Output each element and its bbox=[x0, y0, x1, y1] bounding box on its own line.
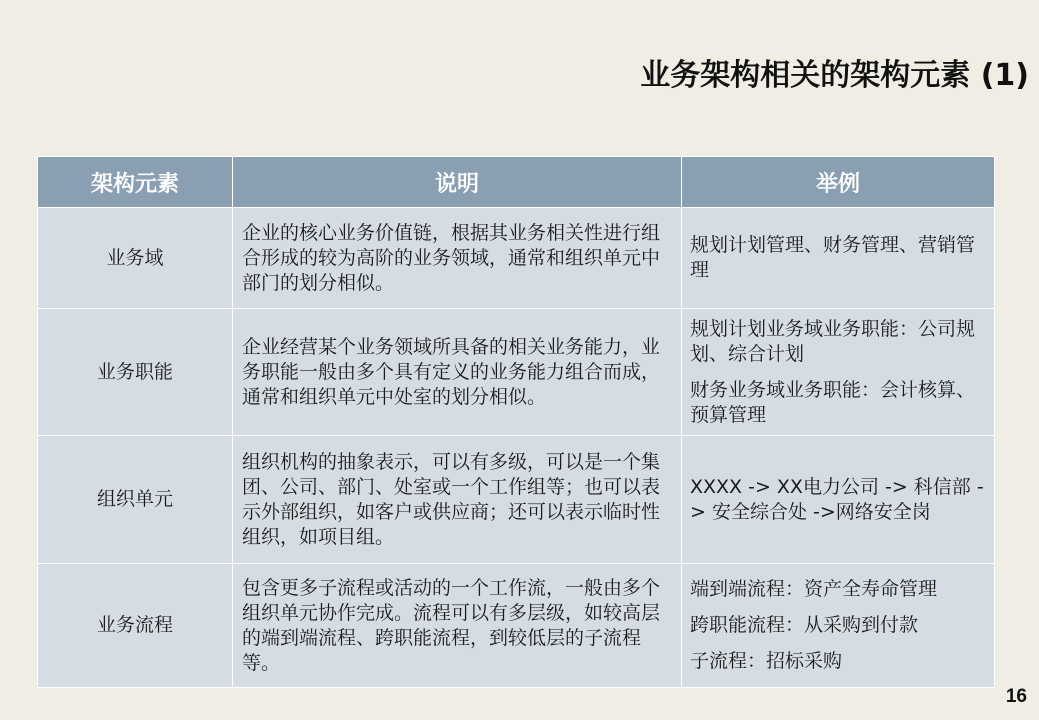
description-cell: 企业经营某个业务领域所具备的相关业务能力，业务职能一般由多个具有定义的业务能力组合而成，通常和组织单元中处室的划分相似。 bbox=[233, 309, 682, 436]
table-header-row bbox=[38, 157, 995, 208]
element-cell: 业务域 bbox=[38, 208, 233, 309]
table-row bbox=[38, 309, 995, 436]
example-text: 规划计划管理、财务管理、营销管理 bbox=[690, 234, 976, 281]
header-example: 举例 bbox=[682, 157, 995, 208]
header-element: 架构元素 bbox=[38, 157, 233, 208]
element-cell: 组织单元 bbox=[38, 436, 233, 564]
example-cell bbox=[682, 436, 995, 564]
example-cell bbox=[682, 309, 995, 436]
page-number: 16 bbox=[1005, 686, 1027, 707]
header-description: 说明 bbox=[233, 157, 682, 208]
example-cell bbox=[682, 564, 995, 688]
example-text: 端到端流程：资产全寿命管理 bbox=[690, 578, 938, 600]
example-text: 跨职能流程：从采购到付款 bbox=[690, 614, 919, 636]
element-cell: 业务职能 bbox=[38, 309, 233, 436]
slide-title: 业务架构相关的架构元素 (1) bbox=[640, 58, 1029, 93]
element-cell: 业务流程 bbox=[38, 564, 233, 688]
example-text: 规划计划业务域业务职能：公司规划、综合计划 bbox=[690, 317, 976, 365]
table-row bbox=[38, 208, 995, 309]
table-row bbox=[38, 436, 995, 564]
example-text: XXXX -> XX电力公司 -> 科信部 -> 安全综合处 ->网络安全岗 bbox=[690, 475, 984, 523]
table-row bbox=[38, 564, 995, 688]
description-cell: 包含更多子流程或活动的一个工作流，一般由多个组织单元协作完成。流程可以有多层级，如较高层的端到端流程、跨职能流程，到较低层的子流程等。 bbox=[233, 564, 682, 688]
example-text: 子流程：招标采购 bbox=[690, 650, 843, 672]
example-cell bbox=[682, 208, 995, 309]
description-cell: 组织机构的抽象表示，可以有多级，可以是一个集团、公司、部门、处室或一个工作组等；也可以表示外部组织，如客户或供应商；还可以表示临时性组织，如项目组。 bbox=[233, 436, 682, 564]
description-cell: 企业的核心业务价值链，根据其业务相关性进行组合形成的较为高阶的业务领域，通常和组织单元中部门的划分相似。 bbox=[233, 208, 682, 309]
architecture-elements-table bbox=[37, 156, 995, 688]
example-text: 财务业务域业务职能：会计核算、预算管理 bbox=[690, 378, 976, 426]
